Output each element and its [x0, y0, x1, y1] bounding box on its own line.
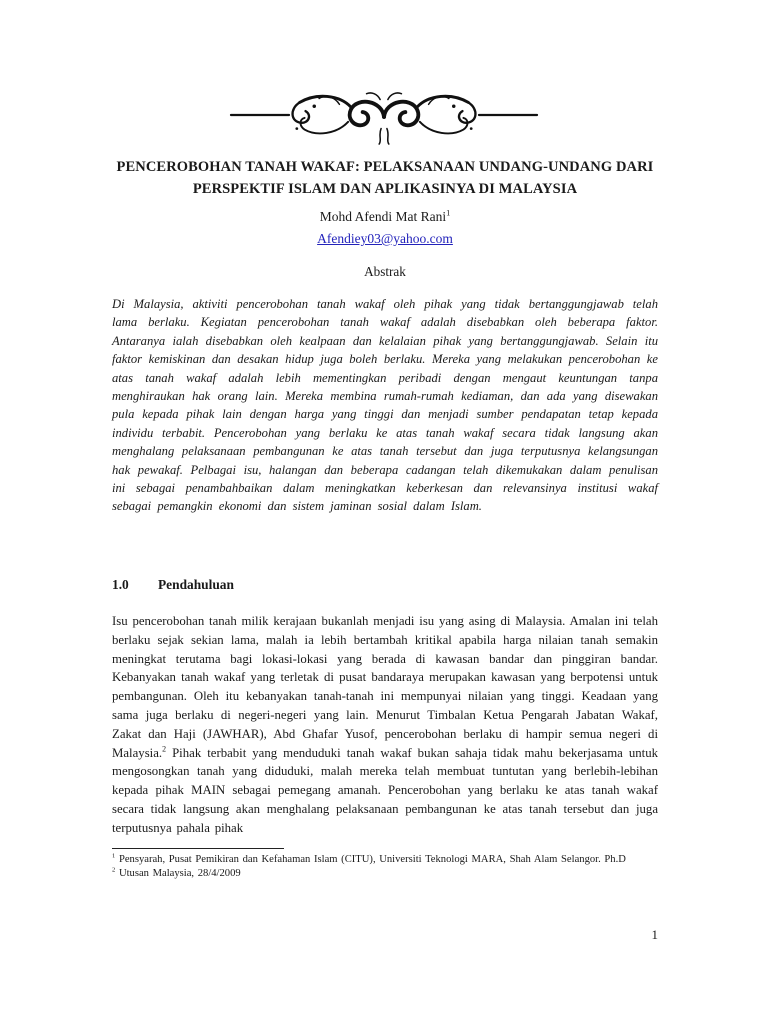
footnote-2 [112, 867, 658, 881]
author-line [112, 209, 658, 225]
body-paragraph-part2: Pihak terbabit yang menduduki tanah wakaf bukan sahaja tidak mahu bekerjasama untuk mengosongkan tanah yang diduduki, malah mereka telah membuat tuntutan yang berlebih-lebihan kepada pihak MAIN sebagai pemegang amanah. Pencerobohan yang berlaku ke atas tanah wakaf secara tidak langsung akan menghalang pelaksanaan pembangunan ke atas tanah tersebut dan juga terputusnya pahala pihak [112, 745, 658, 835]
footnote-1 [112, 853, 658, 867]
body-footnote-marker: 2 [162, 744, 167, 754]
email-line [112, 231, 658, 247]
author-footnote-marker: 1 [446, 208, 451, 218]
abstract-heading: Abstrak [364, 264, 406, 279]
footnote-block [112, 848, 658, 881]
footnote-2-text: Utusan Malaysia, 28/4/2009 [118, 868, 241, 880]
body-paragraph-part1: Isu pencerobohan tanah milik kerajaan bukanlah menjadi isu yang asing di Malaysia. Amalan ini telah berlaku sejak sekian lama, malah ia lebih bertambah kritikal apabila harga nilaian tanah semakin meningkat terutama bagi lokasi-lokasi yang berada di kawasan bandar dan pinggiran bandar. Kebanyakan tanah wakaf yang terletak di pusat bandaraya merupakan kawasan yang berpotensi untuk pembangunan. Oleh itu kebanyakan tanah-tanah ini mempunyai nilaian yang tinggi. Keadaan yang sama juga berlaku di negeri-negeri yang lain. Menurut Timbalan Ketua Pengarah Jabatan Wakaf, Zakat dan Haji (JAWHAR), Abd Ghafar Yusof, pencerobohan berlaku di hampir semua negeri di Malaysia. [112, 614, 658, 760]
footnote-separator-rule [112, 848, 284, 849]
paper-title: PENCEROBOHAN TANAH WAKAF: PELAKSANAAN UNDANG-UNDANG DARI PERSPEKTIF ISLAM DAN APLIKASINYA DI MALAYSIA [116, 159, 654, 197]
abstract-text: Di Malaysia, aktiviti pencerobohan tanah wakaf oleh pihak yang tidak bertanggungjawab telah lama berlaku. Kegiatan pencerobohan tanah wakaf adalah disebabkan oleh beberapa faktor. Antaranya ialah disebabkan oleh kealpaan dan kelalaian pihak yang bertanggungjawab. Selain itu faktor kemiskinan dan desakan hidup juga boleh berlaku. Mereka yang melakukan pencerobohan ke atas tanah wakaf adalah lebih mementingkan peribadi dengan mengaut keuntungan tanpa menghiraukan hak orang lain. Mereka membina rumah-rumah kediaman, dan ada yang disewakan pula kepada pihak lain dengan harga yang tinggi dan menjadi sumber pendapatan tetap kepada individu terbabit. Pencerobohan yang berlaku ke atas tanah wakaf secara tidak langsung akan menghalang pelaksanaan pembangunan ke atas tanah tersebut dan juga terputusnya kelangsungan hak pewakaf. Pelbagai isu, halangan dan beberapa cadangan telah dikemukakan dalam penulisan ini sebagai penambahbaikan dalam meningkatkan keberkesan dan relevansinya institusi wakaf sebagai pemangkin ekonomi dan sistem jaminan sosial dalam Islam. [112, 297, 658, 514]
body-paragraph [112, 612, 658, 838]
section-heading [112, 577, 658, 593]
section-number: 1.0 [112, 577, 129, 592]
flourish-ornament-icon [226, 84, 542, 146]
footnote-1-marker: 1 [112, 852, 116, 860]
section-title: Pendahuluan [158, 577, 234, 592]
footnote-2-marker: 2 [112, 866, 116, 874]
author-name: Mohd Afendi Mat Rani [319, 209, 447, 224]
footnote-1-text: Pensyarah, Pusat Pemikiran dan Kefahaman Islam (CITU), Universiti Teknologi MARA, Shah Alam Selangor. Ph.D [118, 854, 626, 865]
page-number: 1 [651, 927, 658, 942]
author-email-link[interactable]: Afendiey03@yahoo.com [317, 231, 453, 246]
